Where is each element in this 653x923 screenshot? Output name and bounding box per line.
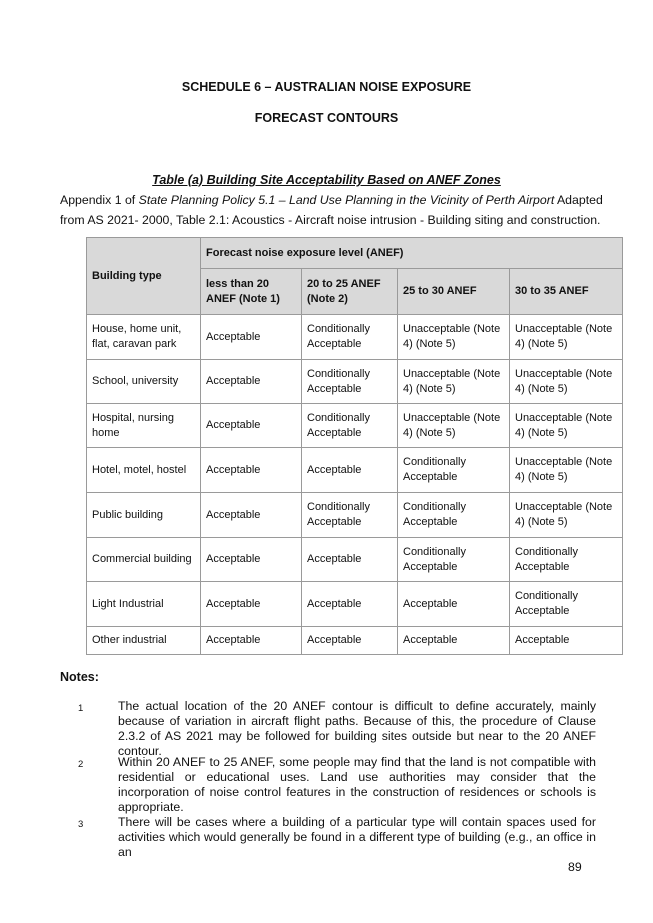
cell-building-type: Other industrial bbox=[87, 627, 201, 655]
cell-20-to-25: Acceptable bbox=[302, 538, 398, 582]
table-row bbox=[87, 360, 623, 404]
cell-25-to-30: Unacceptable (Note 4) (Note 5) bbox=[398, 315, 510, 360]
header-20-to-25: 20 to 25 ANEF (Note 2) bbox=[302, 269, 398, 315]
cell-building-type: School, university bbox=[87, 360, 201, 404]
intro-prefix: Appendix 1 of bbox=[60, 193, 139, 207]
header-anef-group: Forecast noise exposure level (ANEF) bbox=[201, 238, 623, 269]
cell-30-to-35: Conditionally Acceptable bbox=[510, 538, 623, 582]
cell-building-type: Light Industrial bbox=[87, 582, 201, 627]
notes-title: Notes: bbox=[60, 670, 99, 684]
cell-20-to-25: Conditionally Acceptable bbox=[302, 315, 398, 360]
header-30-to-35: 30 to 35 ANEF bbox=[510, 269, 623, 315]
note-text: There will be cases where a building of a particular type will contain spaces used for activities which would generally be found in a different type of building (e.g., an office in an bbox=[118, 815, 596, 859]
cell-less-than-20: Acceptable bbox=[201, 360, 302, 404]
note-text: Within 20 ANEF to 25 ANEF, some people may find that the land is not compatible with residential or educational uses. Land use authorities may consider that the incorporation of noise control features in the construction of residences or schools is appropriate. bbox=[118, 755, 596, 814]
cell-30-to-35: Unacceptable (Note 4) (Note 5) bbox=[510, 404, 623, 448]
cell-30-to-35: Acceptable bbox=[510, 627, 623, 655]
cell-less-than-20: Acceptable bbox=[201, 315, 302, 360]
document-title-line-1: SCHEDULE 6 – AUSTRALIAN NOISE EXPOSURE bbox=[181, 80, 472, 94]
cell-less-than-20: Acceptable bbox=[201, 404, 302, 448]
table-row bbox=[87, 538, 623, 582]
anef-acceptability-table bbox=[86, 237, 623, 655]
header-less-than-20: less than 20 ANEF (Note 1) bbox=[201, 269, 302, 315]
cell-less-than-20: Acceptable bbox=[201, 538, 302, 582]
cell-25-to-30: Conditionally Acceptable bbox=[398, 538, 510, 582]
cell-25-to-30: Unacceptable (Note 4) (Note 5) bbox=[398, 404, 510, 448]
cell-20-to-25: Conditionally Acceptable bbox=[302, 493, 398, 538]
table-row bbox=[87, 627, 623, 655]
intro-paragraph bbox=[60, 190, 605, 230]
page-number: 89 bbox=[568, 860, 582, 874]
table-body bbox=[87, 315, 623, 655]
cell-30-to-35: Conditionally Acceptable bbox=[510, 582, 623, 627]
cell-25-to-30: Conditionally Acceptable bbox=[398, 493, 510, 538]
table-caption: Table (a) Building Site Acceptability Based on ANEF Zones bbox=[152, 173, 501, 187]
cell-30-to-35: Unacceptable (Note 4) (Note 5) bbox=[510, 448, 623, 493]
cell-30-to-35: Unacceptable (Note 4) (Note 5) bbox=[510, 315, 623, 360]
header-25-to-30: 25 to 30 ANEF bbox=[398, 269, 510, 315]
cell-25-to-30: Acceptable bbox=[398, 627, 510, 655]
note-number: 2 bbox=[78, 759, 84, 770]
table-row bbox=[87, 315, 623, 360]
intro-suffix: Adapted from AS 2021- 2000, Table 2.1: Acoustics - Aircraft noise intrusion - Building siting and construction. bbox=[60, 193, 603, 227]
cell-25-to-30: Unacceptable (Note 4) (Note 5) bbox=[398, 360, 510, 404]
cell-less-than-20: Acceptable bbox=[201, 582, 302, 627]
cell-building-type: Hospital, nursing home bbox=[87, 404, 201, 448]
note-number: 1 bbox=[78, 703, 84, 714]
cell-less-than-20: Acceptable bbox=[201, 493, 302, 538]
note-number: 3 bbox=[78, 819, 84, 830]
note-text: The actual location of the 20 ANEF contour is difficult to define accurately, mainly because of variation in aircraft flight paths. Because of this, the procedure of Clause 2.3.2 of AS 2021 may be followed for building sites outside but near to the 20 ANEF contour. bbox=[118, 699, 596, 758]
cell-building-type: Public building bbox=[87, 493, 201, 538]
cell-less-than-20: Acceptable bbox=[201, 448, 302, 493]
cell-30-to-35: Unacceptable (Note 4) (Note 5) bbox=[510, 493, 623, 538]
cell-20-to-25: Acceptable bbox=[302, 448, 398, 493]
header-building-type: Building type bbox=[87, 238, 201, 315]
table-row bbox=[87, 493, 623, 538]
cell-30-to-35: Unacceptable (Note 4) (Note 5) bbox=[510, 360, 623, 404]
intro-policy-title: State Planning Policy 5.1 – Land Use Planning in the Vicinity of Perth Airport bbox=[138, 193, 555, 207]
cell-less-than-20: Acceptable bbox=[201, 627, 302, 655]
cell-20-to-25: Acceptable bbox=[302, 627, 398, 655]
cell-20-to-25: Acceptable bbox=[302, 582, 398, 627]
table-row bbox=[87, 404, 623, 448]
cell-20-to-25: Conditionally Acceptable bbox=[302, 404, 398, 448]
cell-building-type: House, home unit, flat, caravan park bbox=[87, 315, 201, 360]
cell-25-to-30: Acceptable bbox=[398, 582, 510, 627]
cell-25-to-30: Conditionally Acceptable bbox=[398, 448, 510, 493]
table-row bbox=[87, 448, 623, 493]
cell-building-type: Commercial building bbox=[87, 538, 201, 582]
document-title-line-2: FORECAST CONTOURS bbox=[254, 111, 399, 125]
cell-building-type: Hotel, motel, hostel bbox=[87, 448, 201, 493]
table-row bbox=[87, 582, 623, 627]
cell-20-to-25: Conditionally Acceptable bbox=[302, 360, 398, 404]
